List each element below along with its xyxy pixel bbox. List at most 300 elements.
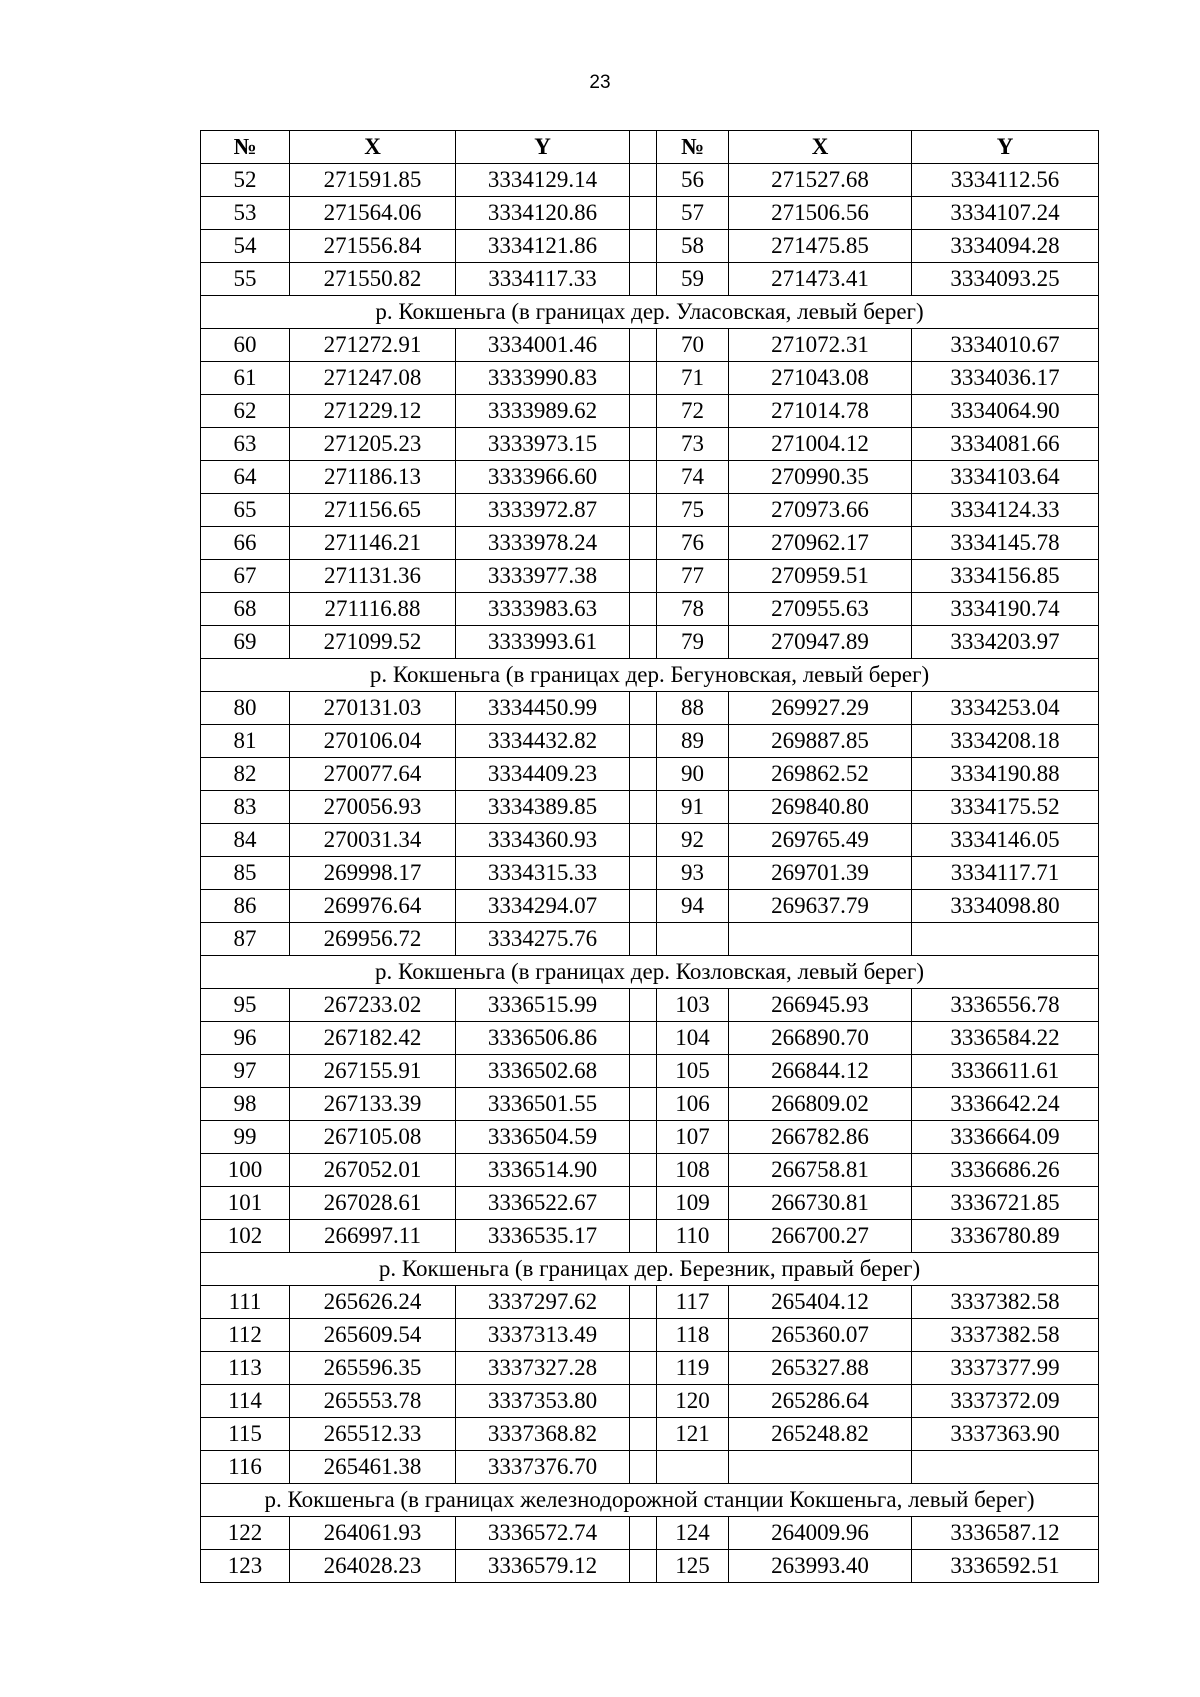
coord-y-cell: 3334389.85	[456, 791, 630, 824]
gap-cell	[630, 725, 657, 758]
point-number-cell: 84	[201, 824, 290, 857]
coord-y-cell: 3333966.60	[456, 461, 630, 494]
coord-x-cell: 269976.64	[290, 890, 456, 923]
coord-x-right-cell: 271004.12	[729, 428, 912, 461]
coord-x-cell: 264061.93	[290, 1517, 456, 1550]
point-number-cell: 114	[201, 1385, 290, 1418]
point-number-right-cell: 120	[657, 1385, 729, 1418]
coord-x-cell: 271186.13	[290, 461, 456, 494]
coord-x-cell: 270131.03	[290, 692, 456, 725]
gap-cell	[630, 1352, 657, 1385]
coord-x-cell: 269998.17	[290, 857, 456, 890]
coord-x-cell: 265626.24	[290, 1286, 456, 1319]
point-number-right-cell: 103	[657, 989, 729, 1022]
point-number-cell: 111	[201, 1286, 290, 1319]
coord-y-right-cell: 3334175.52	[912, 791, 1099, 824]
coord-y-right-cell: 3334146.05	[912, 824, 1099, 857]
coord-y-cell: 3336514.90	[456, 1154, 630, 1187]
gap-cell	[630, 362, 657, 395]
coord-y-cell: 3333989.62	[456, 395, 630, 428]
coord-x-right-cell: 266890.70	[729, 1022, 912, 1055]
coord-x-right-cell: 265286.64	[729, 1385, 912, 1418]
table-row	[201, 1352, 1099, 1385]
coord-y-right-cell: 3337382.58	[912, 1319, 1099, 1352]
coord-x-right-cell: 269862.52	[729, 758, 912, 791]
point-number-right-cell: 75	[657, 494, 729, 527]
table-row	[201, 989, 1099, 1022]
coord-x-cell: 270106.04	[290, 725, 456, 758]
table-row	[201, 1319, 1099, 1352]
coord-x-right-cell: 265248.82	[729, 1418, 912, 1451]
coord-y-cell: 3334001.46	[456, 329, 630, 362]
coord-x-right-cell: 266945.93	[729, 989, 912, 1022]
coord-y-cell: 3334432.82	[456, 725, 630, 758]
point-number-right-cell: 125	[657, 1550, 729, 1583]
coord-x-right-cell: 269840.80	[729, 791, 912, 824]
gap-cell	[630, 1319, 657, 1352]
coord-x-cell: 271131.36	[290, 560, 456, 593]
coord-x-right-cell: 270955.63	[729, 593, 912, 626]
coord-y-right-cell: 3336686.26	[912, 1154, 1099, 1187]
coordinates-table	[200, 130, 1099, 1583]
table-row	[201, 791, 1099, 824]
point-number-cell: 55	[201, 263, 290, 296]
coord-y-cell: 3337327.28	[456, 1352, 630, 1385]
table-row	[201, 890, 1099, 923]
coord-x-cell: 270031.34	[290, 824, 456, 857]
table-row	[201, 1121, 1099, 1154]
section-row	[201, 956, 1099, 989]
coord-x-right-cell: 269927.29	[729, 692, 912, 725]
coord-y-right-cell: 3336664.09	[912, 1121, 1099, 1154]
gap-cell	[630, 1088, 657, 1121]
coord-y-right-cell: 3334098.80	[912, 890, 1099, 923]
coord-x-cell: 271591.85	[290, 164, 456, 197]
coord-y-cell: 3336579.12	[456, 1550, 630, 1583]
coord-x-cell: 264028.23	[290, 1550, 456, 1583]
gap-cell	[630, 1286, 657, 1319]
gap-cell	[630, 1055, 657, 1088]
coord-x-right-cell: 264009.96	[729, 1517, 912, 1550]
point-number-cell: 52	[201, 164, 290, 197]
coord-y-cell: 3333977.38	[456, 560, 630, 593]
coord-y-cell: 3334450.99	[456, 692, 630, 725]
point-number-right-cell: 56	[657, 164, 729, 197]
header-gap	[630, 131, 657, 164]
point-number-right-cell: 110	[657, 1220, 729, 1253]
coord-x-right-cell: 266782.86	[729, 1121, 912, 1154]
point-number-cell: 69	[201, 626, 290, 659]
gap-cell	[630, 923, 657, 956]
coord-y-right-cell: 3334036.17	[912, 362, 1099, 395]
section-title: р. Кокшеньга (в границах дер. Березник, правый берег)	[201, 1253, 1099, 1286]
coord-y-right-cell: 3334190.74	[912, 593, 1099, 626]
point-number-cell: 60	[201, 329, 290, 362]
gap-cell	[630, 824, 657, 857]
coord-x-cell: 266997.11	[290, 1220, 456, 1253]
coord-y-cell: 3334120.86	[456, 197, 630, 230]
point-number-cell: 67	[201, 560, 290, 593]
table-header-row	[201, 131, 1099, 164]
table-row	[201, 1451, 1099, 1484]
point-number-cell: 64	[201, 461, 290, 494]
point-number-cell: 80	[201, 692, 290, 725]
coord-y-right-cell: 3334203.97	[912, 626, 1099, 659]
gap-cell	[630, 758, 657, 791]
point-number-cell: 63	[201, 428, 290, 461]
section-row	[201, 1484, 1099, 1517]
coord-y-right-cell: 3336556.78	[912, 989, 1099, 1022]
coord-x-cell: 271564.06	[290, 197, 456, 230]
point-number-right-cell: 107	[657, 1121, 729, 1154]
table-row	[201, 1055, 1099, 1088]
gap-cell	[630, 230, 657, 263]
point-number-right-cell: 77	[657, 560, 729, 593]
gap-cell	[630, 692, 657, 725]
coord-x-right-cell: 270973.66	[729, 494, 912, 527]
header-x-right: X	[729, 131, 912, 164]
point-number-cell: 101	[201, 1187, 290, 1220]
gap-cell	[630, 1418, 657, 1451]
section-title: р. Кокшеньга (в границах дер. Уласовская, левый берег)	[201, 296, 1099, 329]
coord-y-cell: 3336522.67	[456, 1187, 630, 1220]
coord-y-right-cell: 3334117.71	[912, 857, 1099, 890]
coord-x-right-cell: 265404.12	[729, 1286, 912, 1319]
gap-cell	[630, 890, 657, 923]
table-row	[201, 164, 1099, 197]
coord-x-cell: 271229.12	[290, 395, 456, 428]
coord-x-right-cell: 266700.27	[729, 1220, 912, 1253]
coord-x-cell: 267233.02	[290, 989, 456, 1022]
table-body	[201, 164, 1099, 1583]
coord-y-right-cell: 3337377.99	[912, 1352, 1099, 1385]
coord-y-cell: 3333978.24	[456, 527, 630, 560]
gap-cell	[630, 428, 657, 461]
table-row	[201, 824, 1099, 857]
coord-x-right-cell: 271043.08	[729, 362, 912, 395]
coord-x-right-cell: 271475.85	[729, 230, 912, 263]
table-row	[201, 692, 1099, 725]
table-row	[201, 923, 1099, 956]
coord-x-cell: 271272.91	[290, 329, 456, 362]
page-number: 23	[589, 72, 611, 93]
coord-x-cell: 267105.08	[290, 1121, 456, 1154]
point-number-right-cell: 121	[657, 1418, 729, 1451]
gap-cell	[630, 989, 657, 1022]
coord-x-right-cell: 270962.17	[729, 527, 912, 560]
point-number-cell: 123	[201, 1550, 290, 1583]
table-row	[201, 230, 1099, 263]
gap-cell	[630, 857, 657, 890]
coord-y-cell: 3336504.59	[456, 1121, 630, 1154]
coord-x-cell: 271556.84	[290, 230, 456, 263]
point-number-right-cell: 93	[657, 857, 729, 890]
coord-x-right-cell: 270959.51	[729, 560, 912, 593]
table-row	[201, 395, 1099, 428]
coord-y-cell: 3333990.83	[456, 362, 630, 395]
gap-cell	[630, 1154, 657, 1187]
coord-y-right-cell	[912, 1451, 1099, 1484]
coord-y-cell: 3337353.80	[456, 1385, 630, 1418]
table-row	[201, 197, 1099, 230]
coord-x-right-cell: 270947.89	[729, 626, 912, 659]
table-row	[201, 1220, 1099, 1253]
point-number-cell: 116	[201, 1451, 290, 1484]
gap-cell	[630, 1385, 657, 1418]
coord-x-cell: 265553.78	[290, 1385, 456, 1418]
point-number-right-cell: 94	[657, 890, 729, 923]
gap-cell	[630, 560, 657, 593]
coord-x-right-cell	[729, 1451, 912, 1484]
point-number-right-cell: 73	[657, 428, 729, 461]
coord-x-right-cell: 269637.79	[729, 890, 912, 923]
coord-x-right-cell: 266758.81	[729, 1154, 912, 1187]
coord-y-cell: 3334409.23	[456, 758, 630, 791]
coord-y-right-cell: 3334103.64	[912, 461, 1099, 494]
coord-y-cell: 3336535.17	[456, 1220, 630, 1253]
coord-y-cell: 3333983.63	[456, 593, 630, 626]
coord-x-right-cell: 271014.78	[729, 395, 912, 428]
point-number-cell: 66	[201, 527, 290, 560]
coord-x-right-cell: 266730.81	[729, 1187, 912, 1220]
coord-x-cell: 270077.64	[290, 758, 456, 791]
coord-y-cell: 3337297.62	[456, 1286, 630, 1319]
coord-x-cell: 265461.38	[290, 1451, 456, 1484]
coord-x-cell: 271099.52	[290, 626, 456, 659]
gap-cell	[630, 791, 657, 824]
coord-x-cell: 265512.33	[290, 1418, 456, 1451]
coord-x-cell: 265596.35	[290, 1352, 456, 1385]
table-row	[201, 527, 1099, 560]
coord-y-cell: 3337368.82	[456, 1418, 630, 1451]
coord-y-cell: 3336515.99	[456, 989, 630, 1022]
point-number-right-cell: 105	[657, 1055, 729, 1088]
coord-y-cell: 3336502.68	[456, 1055, 630, 1088]
gap-cell	[630, 1220, 657, 1253]
point-number-cell: 62	[201, 395, 290, 428]
gap-cell	[630, 1517, 657, 1550]
coord-x-right-cell: 265327.88	[729, 1352, 912, 1385]
coord-y-right-cell: 3336611.61	[912, 1055, 1099, 1088]
point-number-cell: 81	[201, 725, 290, 758]
table-row	[201, 1550, 1099, 1583]
coord-y-right-cell: 3334107.24	[912, 197, 1099, 230]
table-row	[201, 1418, 1099, 1451]
coord-x-cell: 267052.01	[290, 1154, 456, 1187]
header-number: №	[201, 131, 290, 164]
coord-y-cell: 3337376.70	[456, 1451, 630, 1484]
point-number-right-cell: 89	[657, 725, 729, 758]
point-number-cell: 100	[201, 1154, 290, 1187]
gap-cell	[630, 461, 657, 494]
section-row	[201, 659, 1099, 692]
point-number-right-cell: 118	[657, 1319, 729, 1352]
point-number-cell: 98	[201, 1088, 290, 1121]
coord-y-cell: 3333972.87	[456, 494, 630, 527]
coord-y-right-cell: 3334081.66	[912, 428, 1099, 461]
table-row	[201, 461, 1099, 494]
coord-y-right-cell: 3337382.58	[912, 1286, 1099, 1319]
coord-y-cell: 3334121.86	[456, 230, 630, 263]
coord-x-cell: 267155.91	[290, 1055, 456, 1088]
point-number-right-cell	[657, 1451, 729, 1484]
point-number-cell: 96	[201, 1022, 290, 1055]
coord-y-right-cell: 3334156.85	[912, 560, 1099, 593]
coord-y-right-cell: 3336642.24	[912, 1088, 1099, 1121]
coord-y-right-cell: 3334190.88	[912, 758, 1099, 791]
gap-cell	[630, 527, 657, 560]
gap-cell	[630, 197, 657, 230]
gap-cell	[630, 164, 657, 197]
table-row	[201, 1286, 1099, 1319]
point-number-right-cell: 88	[657, 692, 729, 725]
point-number-right-cell: 117	[657, 1286, 729, 1319]
coord-x-cell: 271146.21	[290, 527, 456, 560]
point-number-cell: 112	[201, 1319, 290, 1352]
coord-y-right-cell: 3334010.67	[912, 329, 1099, 362]
coord-x-right-cell: 271527.68	[729, 164, 912, 197]
point-number-cell: 61	[201, 362, 290, 395]
table-row	[201, 1088, 1099, 1121]
coord-y-cell: 3334117.33	[456, 263, 630, 296]
coord-y-cell: 3334294.07	[456, 890, 630, 923]
header-number-right: №	[657, 131, 729, 164]
gap-cell	[630, 626, 657, 659]
point-number-cell: 97	[201, 1055, 290, 1088]
gap-cell	[630, 593, 657, 626]
point-number-cell: 87	[201, 923, 290, 956]
coord-y-right-cell: 3336584.22	[912, 1022, 1099, 1055]
table-row	[201, 593, 1099, 626]
coord-y-cell: 3334360.93	[456, 824, 630, 857]
gap-cell	[630, 329, 657, 362]
point-number-right-cell: 70	[657, 329, 729, 362]
coord-x-cell: 269956.72	[290, 923, 456, 956]
point-number-cell: 54	[201, 230, 290, 263]
table-row	[201, 1154, 1099, 1187]
point-number-right-cell: 74	[657, 461, 729, 494]
point-number-cell: 99	[201, 1121, 290, 1154]
gap-cell	[630, 1187, 657, 1220]
gap-cell	[630, 395, 657, 428]
table-row	[201, 725, 1099, 758]
coord-y-right-cell: 3334112.56	[912, 164, 1099, 197]
section-title: р. Кокшеньга (в границах дер. Бегуновская, левый берег)	[201, 659, 1099, 692]
coord-y-right-cell: 3334093.25	[912, 263, 1099, 296]
point-number-cell: 65	[201, 494, 290, 527]
coord-y-right-cell: 3334064.90	[912, 395, 1099, 428]
coord-y-cell: 3334129.14	[456, 164, 630, 197]
coord-x-right-cell: 270990.35	[729, 461, 912, 494]
point-number-right-cell: 92	[657, 824, 729, 857]
coord-x-right-cell: 265360.07	[729, 1319, 912, 1352]
point-number-right-cell: 124	[657, 1517, 729, 1550]
coord-y-right-cell: 3334094.28	[912, 230, 1099, 263]
table-row	[201, 758, 1099, 791]
gap-cell	[630, 1550, 657, 1583]
gap-cell	[630, 1451, 657, 1484]
coord-x-right-cell: 269887.85	[729, 725, 912, 758]
section-row	[201, 1253, 1099, 1286]
coord-x-cell: 271116.88	[290, 593, 456, 626]
header-y: Y	[456, 131, 630, 164]
coord-y-right-cell: 3336780.89	[912, 1220, 1099, 1253]
point-number-right-cell	[657, 923, 729, 956]
coord-x-right-cell: 269701.39	[729, 857, 912, 890]
table-row	[201, 329, 1099, 362]
coord-x-right-cell: 271072.31	[729, 329, 912, 362]
point-number-cell: 122	[201, 1517, 290, 1550]
point-number-right-cell: 71	[657, 362, 729, 395]
table-row	[201, 857, 1099, 890]
point-number-cell: 115	[201, 1418, 290, 1451]
coord-y-cell: 3336506.86	[456, 1022, 630, 1055]
point-number-right-cell: 57	[657, 197, 729, 230]
coord-x-cell: 271205.23	[290, 428, 456, 461]
header-x: X	[290, 131, 456, 164]
gap-cell	[630, 1022, 657, 1055]
gap-cell	[630, 494, 657, 527]
coord-x-right-cell: 266809.02	[729, 1088, 912, 1121]
table-row	[201, 1385, 1099, 1418]
point-number-cell: 85	[201, 857, 290, 890]
point-number-right-cell: 108	[657, 1154, 729, 1187]
coord-x-right-cell: 269765.49	[729, 824, 912, 857]
coord-y-right-cell: 3336721.85	[912, 1187, 1099, 1220]
table-row	[201, 560, 1099, 593]
coord-y-right-cell	[912, 923, 1099, 956]
table-row	[201, 1187, 1099, 1220]
point-number-right-cell: 109	[657, 1187, 729, 1220]
coord-x-right-cell: 271506.56	[729, 197, 912, 230]
coord-x-cell: 271156.65	[290, 494, 456, 527]
header-y-right: Y	[912, 131, 1099, 164]
coord-y-cell: 3334275.76	[456, 923, 630, 956]
point-number-right-cell: 79	[657, 626, 729, 659]
point-number-right-cell: 59	[657, 263, 729, 296]
point-number-right-cell: 104	[657, 1022, 729, 1055]
point-number-right-cell: 76	[657, 527, 729, 560]
coord-y-right-cell: 3336587.12	[912, 1517, 1099, 1550]
coord-x-cell: 267028.61	[290, 1187, 456, 1220]
coord-y-right-cell: 3334208.18	[912, 725, 1099, 758]
gap-cell	[630, 1121, 657, 1154]
point-number-cell: 113	[201, 1352, 290, 1385]
table-row	[201, 362, 1099, 395]
point-number-right-cell: 90	[657, 758, 729, 791]
coord-y-right-cell: 3337372.09	[912, 1385, 1099, 1418]
table-row	[201, 494, 1099, 527]
point-number-right-cell: 119	[657, 1352, 729, 1385]
coord-y-cell: 3336501.55	[456, 1088, 630, 1121]
point-number-cell: 86	[201, 890, 290, 923]
point-number-right-cell: 106	[657, 1088, 729, 1121]
coord-y-right-cell: 3337363.90	[912, 1418, 1099, 1451]
coord-y-cell: 3337313.49	[456, 1319, 630, 1352]
point-number-right-cell: 91	[657, 791, 729, 824]
point-number-right-cell: 78	[657, 593, 729, 626]
table-row	[201, 626, 1099, 659]
coord-x-right-cell: 263993.40	[729, 1550, 912, 1583]
point-number-cell: 68	[201, 593, 290, 626]
coord-y-cell: 3334315.33	[456, 857, 630, 890]
coord-x-cell: 265609.54	[290, 1319, 456, 1352]
coord-y-cell: 3333993.61	[456, 626, 630, 659]
section-title: р. Кокшеньга (в границах дер. Козловская, левый берег)	[201, 956, 1099, 989]
table-row	[201, 428, 1099, 461]
point-number-cell: 82	[201, 758, 290, 791]
coord-x-right-cell	[729, 923, 912, 956]
